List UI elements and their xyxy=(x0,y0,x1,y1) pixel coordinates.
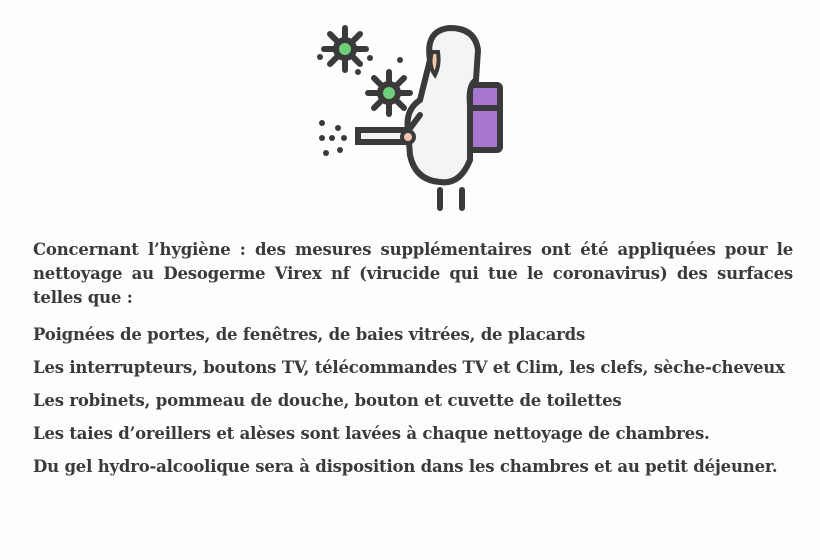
list-item: Poignées de portes, de fenêtres, de baies vitrées, de placards xyxy=(33,325,586,344)
virus-icon xyxy=(324,28,366,70)
list-item: Les taies d’oreillers et alèses sont lavées à chaque nettoyage de chambres. xyxy=(33,424,710,443)
intro-paragraph: Concernant l’hygiène : des mesures supplémentaires ont été appliquées pour le nettoyage au Desogerme Virex nf (virucide qui tue le coronavirus) des surfaces telles que : xyxy=(33,240,793,307)
list-item: Du gel hydro-alcoolique sera à disposition dans les chambres et au petit déjeuner. xyxy=(33,457,778,476)
virus-icon xyxy=(368,72,410,114)
list-item: Les interrupteurs, boutons TV, télécommandes TV et Clim, les clefs, sèche-cheveux xyxy=(33,358,785,377)
hygiene-notice xyxy=(33,238,793,483)
list-item: Les robinets, pommeau de douche, bouton et cuvette de toilettes xyxy=(33,391,622,410)
disinfection-worker-icon xyxy=(300,10,520,220)
